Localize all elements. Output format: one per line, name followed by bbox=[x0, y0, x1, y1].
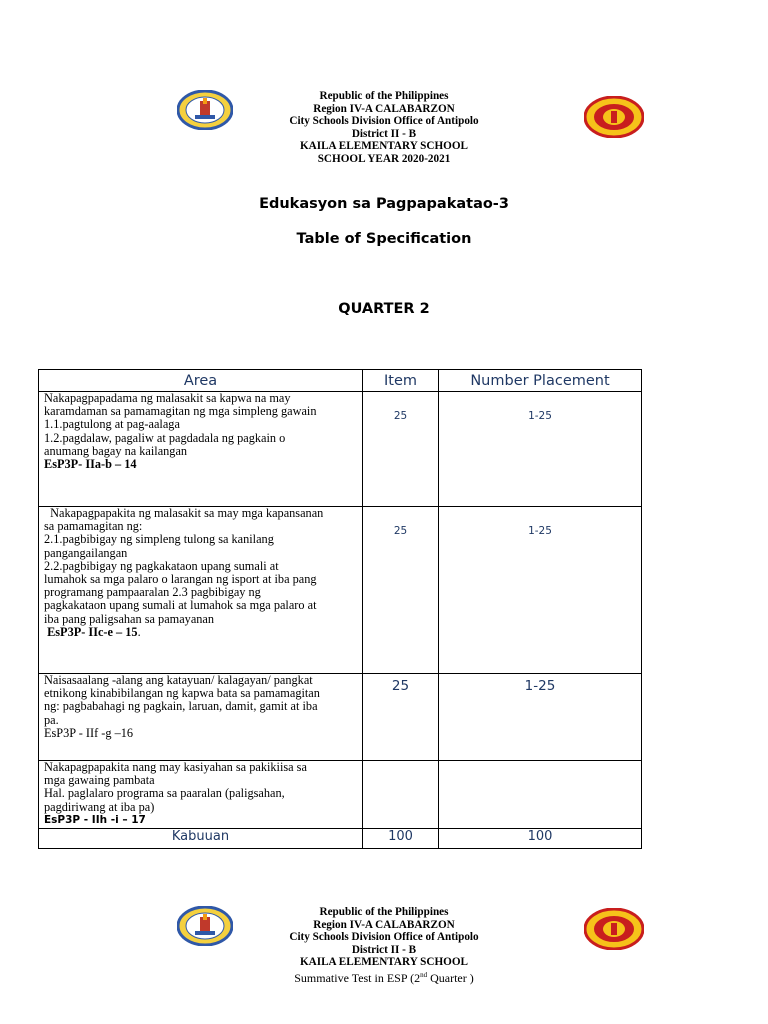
placement-cell bbox=[439, 761, 642, 829]
table-row bbox=[39, 392, 642, 507]
placement-cell bbox=[439, 392, 642, 507]
item-cell bbox=[363, 392, 439, 507]
item-value: 25 bbox=[393, 410, 408, 422]
quarter-title: QUARTER 2 bbox=[338, 301, 430, 317]
header-area: Area bbox=[39, 370, 363, 392]
item-cell bbox=[363, 761, 439, 829]
area-cell bbox=[39, 507, 363, 674]
table-row bbox=[39, 674, 642, 761]
item-cell bbox=[363, 674, 439, 761]
code-suffix: . bbox=[137, 624, 141, 639]
placement-value: 1-25 bbox=[528, 410, 552, 422]
area-line: pagdiriwang at iba pa) bbox=[44, 799, 155, 814]
placement-value: 1-25 bbox=[528, 525, 552, 537]
item-cell bbox=[363, 507, 439, 674]
area-line: programang pampaaralan 2.3 pagbibigay ng bbox=[44, 585, 261, 600]
header-item: Item bbox=[363, 370, 439, 392]
test-title: Summative Test in ESP (2nd Quarter ) bbox=[294, 970, 474, 985]
item-value: 25 bbox=[391, 678, 410, 694]
total-item: 100 bbox=[363, 829, 439, 849]
area-line: Naisasaalang -alang ang katayuan/ kalagayan/ pangkat bbox=[44, 673, 313, 687]
area-line: Nakapagpapadama ng malasakit sa kapwa na may bbox=[44, 391, 291, 405]
area-line: 2.1.pagbibigay ng simpleng tulong sa kanilang bbox=[44, 532, 274, 547]
header-placement: Number Placement bbox=[439, 370, 642, 392]
competency-code: EsP3P - IIh -i – 17 bbox=[44, 813, 146, 826]
document-title: Table of Specification bbox=[296, 231, 472, 247]
placement-cell bbox=[439, 674, 642, 761]
area-line: 1.1.pagtulong at pag-aalaga bbox=[44, 417, 180, 432]
area-line: anumang bagay na kailangan bbox=[44, 443, 188, 458]
area-cell bbox=[39, 392, 363, 507]
letterhead-top bbox=[0, 90, 768, 166]
item-value bbox=[363, 761, 438, 779]
area-line: lumahok sa mga palaro o larangan ng isport at iba pang bbox=[44, 572, 317, 587]
area-line: ng: pagbabahagi ng pagkain, laruan, damit, gamit at iba bbox=[44, 699, 318, 714]
total-label: Kabuuan bbox=[39, 829, 363, 849]
area-line: sa pamamagitan ng: bbox=[44, 519, 143, 534]
letterhead-line: Republic of the Philippines bbox=[319, 90, 449, 102]
letterhead-line: KAILA ELEMENTARY SCHOOL bbox=[299, 140, 469, 153]
item-value: 25 bbox=[393, 525, 408, 537]
letterhead-line: City Schools Division Office of Antipolo bbox=[289, 931, 479, 944]
area-cell bbox=[39, 761, 363, 829]
table-row bbox=[39, 761, 642, 829]
area-line: 1.2.pagdalaw, pagaliw at pagdadala ng pagkain o bbox=[44, 430, 286, 445]
letterhead-line: Region IV-A CALABARZON bbox=[313, 918, 455, 931]
letterhead-line: Republic of the Philippines bbox=[319, 906, 449, 918]
area-line: 2.2.pagbibigay ng pagkakataon upang sumali at bbox=[44, 558, 279, 573]
letterhead-line: District II - B bbox=[351, 127, 417, 140]
competency-code: EsP3P- IIc-e – 15 bbox=[44, 624, 138, 639]
area-line: etnikong kinabibilangan ng kapwa bata sa pamamagitan bbox=[44, 686, 320, 701]
subject-title: Edukasyon sa Pagpapakatao-3 bbox=[259, 196, 509, 212]
area-line: Nakapagpapakita nang may kasiyahan sa pakikiisa sa bbox=[44, 760, 307, 774]
letterhead-line: District II - B bbox=[351, 943, 417, 956]
letterhead-line: City Schools Division Office of Antipolo bbox=[289, 115, 479, 128]
area-line: mga gawaing pambata bbox=[44, 773, 155, 788]
letterhead-bottom bbox=[0, 906, 768, 985]
area-line: EsP3P - IIf -g –16 bbox=[44, 725, 134, 740]
placement-cell bbox=[439, 507, 642, 674]
placement-value bbox=[439, 761, 641, 779]
area-line: pangangailangan bbox=[44, 545, 128, 560]
area-line: iba pang paligsahan sa pamayanan bbox=[44, 611, 215, 626]
table-header-row bbox=[39, 370, 642, 392]
letterhead-line: Region IV-A CALABARZON bbox=[313, 102, 455, 115]
total-row bbox=[39, 829, 642, 849]
letterhead-line: SCHOOL YEAR 2020-2021 bbox=[317, 152, 451, 165]
specification-table bbox=[38, 369, 642, 849]
area-line: Hal. paglalaro programa sa paaralan (paligsahan, bbox=[44, 786, 285, 801]
area-line: karamdaman sa pamamagitan ng mga simpleng gawain bbox=[44, 404, 317, 419]
total-placement: 100 bbox=[439, 829, 642, 849]
competency-code: EsP3P- IIa-b – 14 bbox=[44, 457, 137, 472]
area-line: Nakapagpapakita ng malasakit sa may mga kapansanan bbox=[44, 506, 324, 520]
placement-value: 1-25 bbox=[524, 678, 556, 694]
area-cell bbox=[39, 674, 363, 761]
area-line: pa. bbox=[44, 712, 59, 727]
letterhead-line: KAILA ELEMENTARY SCHOOL bbox=[299, 956, 469, 969]
area-line: pagkakataon upang sumali at lumahok sa mga palaro at bbox=[44, 598, 317, 613]
table-row bbox=[39, 507, 642, 674]
